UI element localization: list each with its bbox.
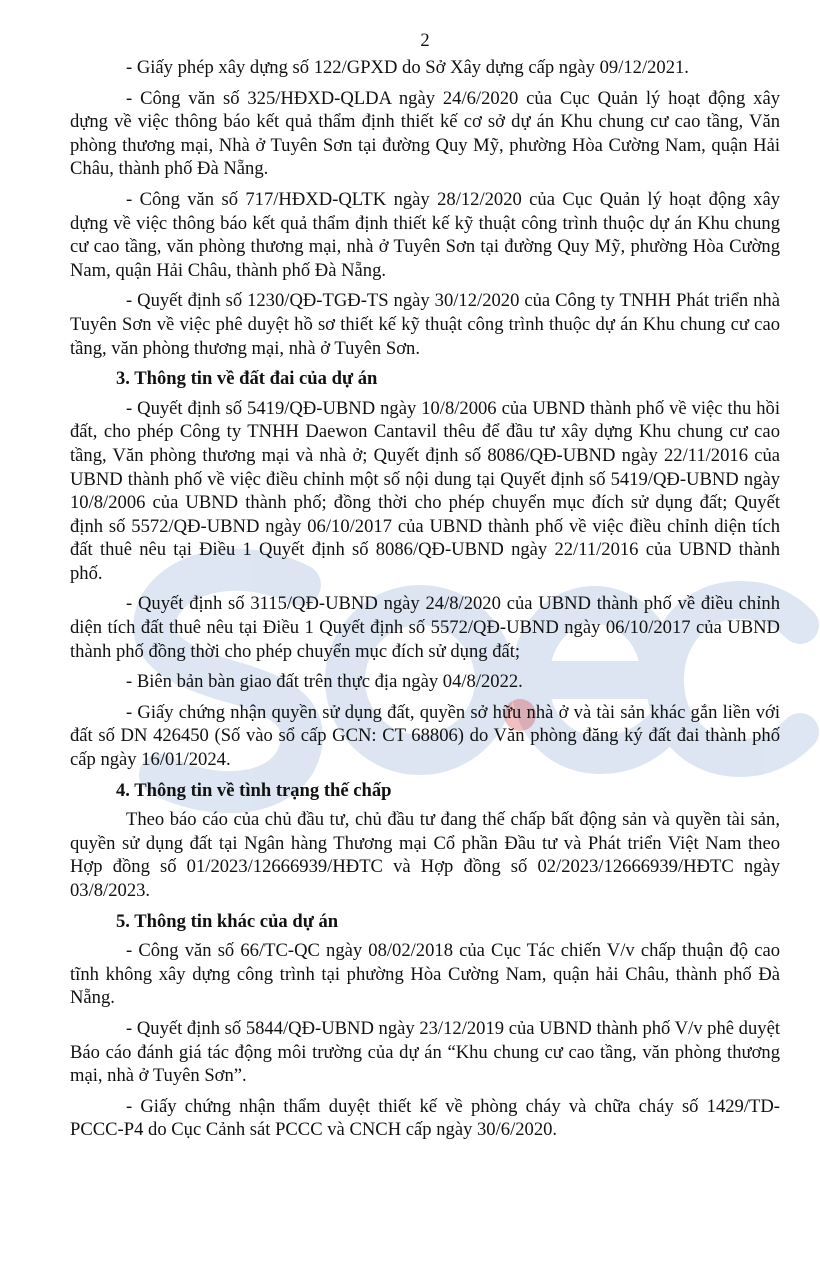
section-heading-mortgage-status: 4. Thông tin về tình trạng thế chấp — [116, 779, 392, 801]
paragraph-land-handover: - Biên bản bàn giao đất trên thực địa ngày 04/8/2022. — [126, 671, 523, 693]
paragraph-decision-3115: - Quyết định số 3115/QĐ-UBND ngày 24/8/2020 của UBND thành phố về điều chỉnh diện tích đất thuê nêu tại Điều 1 Quyết định số 5572/QĐ-UBND ngày 06/10/2017 của UBND thành phố đồng thời cho phép chuyển mục đích sử dụng đất; — [70, 593, 780, 662]
paragraph-decision-5419: - Quyết định số 5419/QĐ-UBND ngày 10/8/2006 của UBND thành phố về việc thu hồi đất, cho phép Công ty TNHH Daewon Cantavil thêu để đầu tư xây dựng Khu chung cư cao tầng, Văn phòng thương mại và nhà ở; Quyết định số 8086/QĐ-UBND ngày 22/11/2016 của UBND thành phố về việc điều chỉnh một số nội dung tại Quyết định số 5419/QĐ-UBND ngày 10/8/2006 của UBND thành phố; đồng thời cho phép chuyển mục đích sử dụng đất; Quyết định số 5572/QĐ-UBND ngày 06/10/2017 của UBND thành phố về việc điều chỉnh diện tích đất thuê nêu tại Điều 1 Quyết định số 8086/QĐ-UBND ngày 22/11/2016 của UBND thành phố. — [70, 397, 780, 584]
paragraph-official-letter-66: - Công văn số 66/TC-QC ngày 08/02/2018 của Cục Tác chiến V/v chấp thuận độ cao tĩnh không xây dựng công trình tại phường Hòa Cường Nam, quận hải Châu, thành phố Đà Nẵng. — [70, 940, 780, 1009]
paragraph-building-permit: - Giấy phép xây dựng số 122/GPXD do Sở Xây dựng cấp ngày 09/12/2021. — [126, 57, 689, 78]
paragraph-official-letter-325: - Công văn số 325/HĐXD-QLDA ngày 24/6/2020 của Cục Quản lý hoạt động xây dựng về việc thông báo kết quả thẩm định thiết kế cơ sở dự án Khu chung cư cao tầng, Văn phòng thương mại, Nhà ở Tuyên Sơn tại đường Quy Mỹ, phường Hòa Cường Nam, quận Hải Châu, thành phố Đà Nẵng. — [70, 87, 780, 180]
page-number: 2 — [420, 30, 430, 51]
paragraph-official-letter-717: - Công văn số 717/HĐXD-QLTK ngày 28/12/2020 của Cục Quản lý hoạt động xây dựng về việc thông báo kết quả thẩm định thiết kế kỹ thuật công trình thuộc dự án Khu chung cư cao tầng, văn phòng thương mại, nhà ở Tuyên Sơn tại đường Quy Mỹ, phường Hòa Cường Nam, quận Hải Châu, thành phố Đà Nẵng. — [70, 188, 780, 281]
paragraph-mortgage-details: Theo báo cáo của chủ đầu tư, chủ đầu tư đang thế chấp bất động sản và quyền tài sản, quyền sử dụng đất tại Ngân hàng Thương mại Cổ phần Đầu tư và Phát triển Việt Nam theo Hợp đồng số 01/2023/12666939/HĐTC và Hợp đồng số 02/2023/12666939/HĐTC ngày 03/8/2023. — [70, 809, 780, 901]
paragraph-land-use-certificate: - Giấy chứng nhận quyền sử dụng đất, quyền sở hữu nhà ở và tài sản khác gắn liền với đất số DN 426450 (Số vào sổ cấp GCN: CT 68806) do Văn phòng đăng ký đất đai thành phố cấp ngày 16/01/2024. — [70, 701, 780, 771]
paragraph-decision-1230: - Quyết định số 1230/QĐ-TGĐ-TS ngày 30/12/2020 của Công ty TNHH Phát triển nhà Tuyên Sơn về việc phê duyệt hồ sơ thiết kế kỹ thuật công trình thuộc dự án Khu chung cư cao tầng, văn phòng thương mại, nhà ở Tuyên Sơn. — [70, 290, 780, 359]
paragraph-fire-safety-certificate: - Giấy chứng nhận thẩm duyệt thiết kế về phòng cháy và chữa cháy số 1429/TD-PCCC-P4 do Cục Cảnh sát PCCC và CNCH cấp ngày 30/6/2020. — [70, 1095, 780, 1141]
document-body — [70, 30, 780, 1149]
section-heading-land-info: 3. Thông tin về đất đai của dự án — [116, 368, 378, 390]
paragraph-decision-5844: - Quyết định số 5844/QĐ-UBND ngày 23/12/2019 của UBND thành phố V/v phê duyệt Báo cáo đánh giá tác động môi trường của dự án “Khu chung cư cao tầng, văn phòng thương mại, nhà ở Tuyên Sơn”. — [70, 1017, 780, 1087]
section-heading-other-info: 5. Thông tin khác của dự án — [116, 910, 339, 932]
